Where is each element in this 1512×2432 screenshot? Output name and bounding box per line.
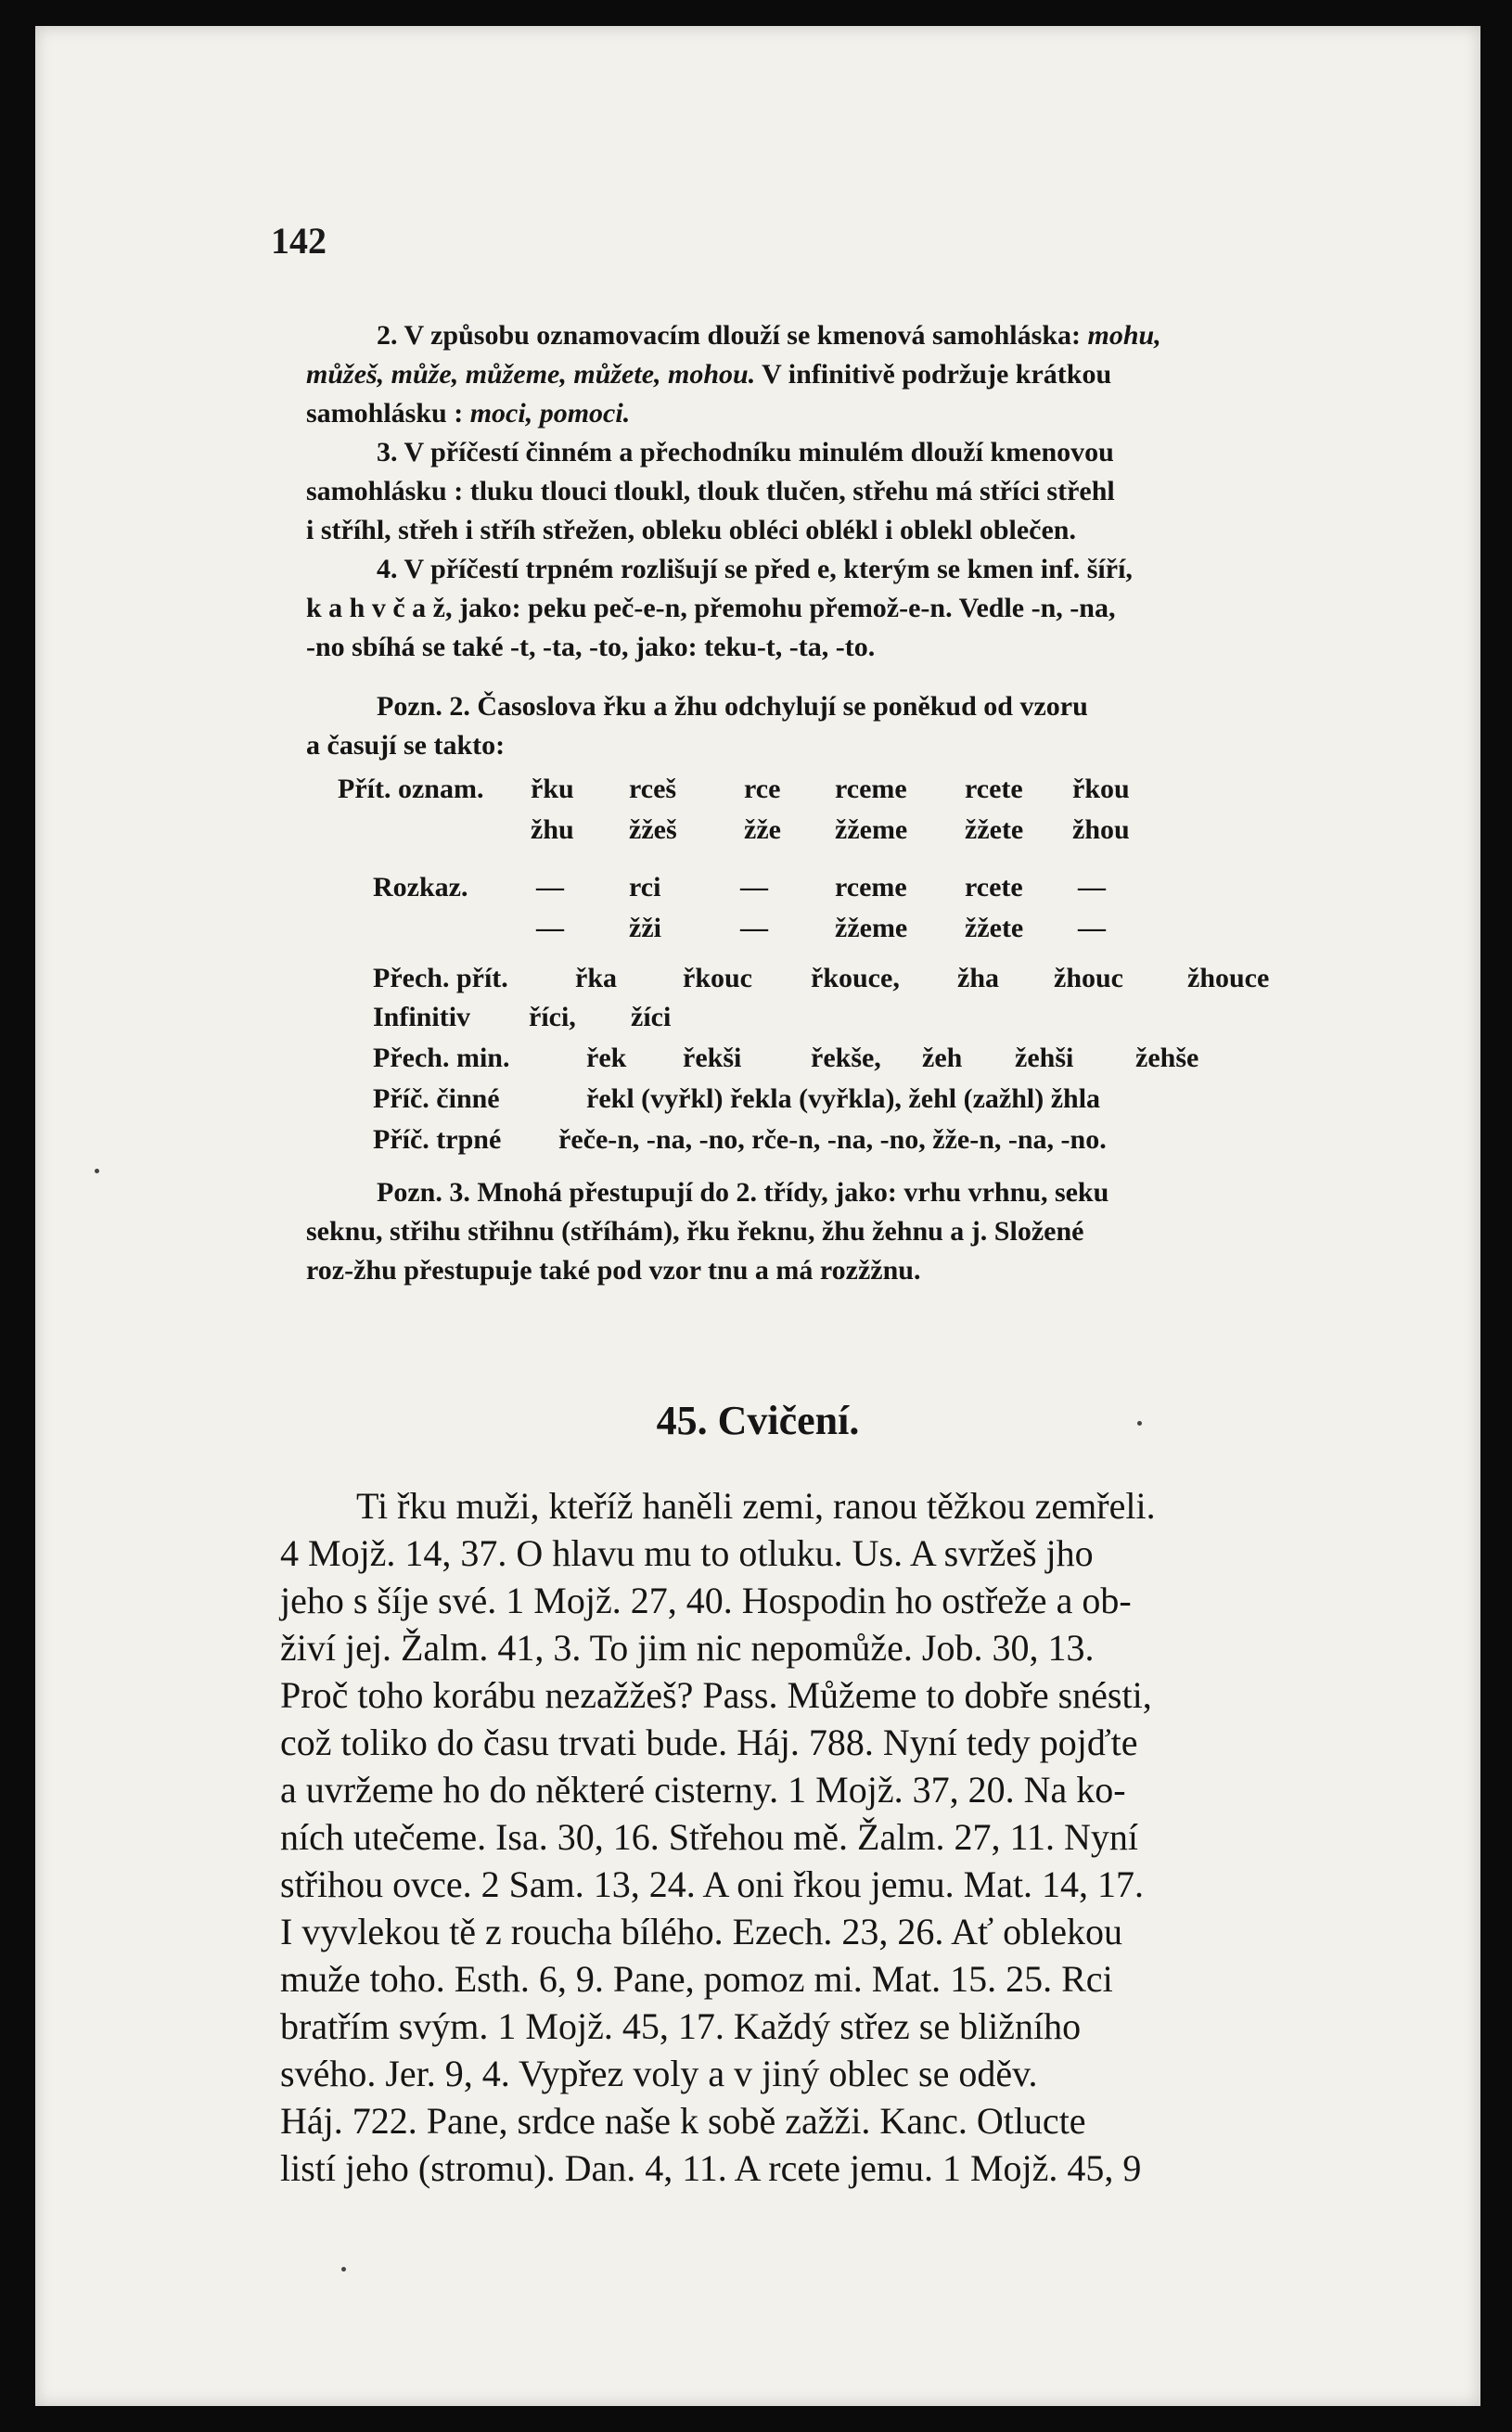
exercise-line: Proč toho korábu nezažžeš? Pass. Můžeme to dobře snésti, (280, 1674, 1152, 1716)
table-cell: řekši (683, 1043, 742, 1073)
table-cell: žha (957, 963, 999, 993)
exercise-line: muže toho. Esth. 6, 9. Pane, pomoz mi. Mat. 15. 25. Rci (280, 1958, 1113, 2000)
note3-line-3: roz-žhu přestupuje také pod vzor tnu a má rozžžnu. (306, 1255, 921, 1286)
para3-line-1: 3. V příčestí činném a přechodníku minulém dlouží kmenovou (377, 437, 1114, 467)
table-cell: rcete (965, 872, 1023, 902)
exercise-line: živí jej. Žalm. 41, 3. To jim nic nepomůže. Job. 30, 13. (280, 1627, 1095, 1669)
exercise-line: což toliko do času trvati bude. Háj. 788. Nyní tedy pojďte (280, 1722, 1138, 1763)
table-cell: žžete (965, 814, 1024, 845)
row-label-infinitiv: Infinitiv (373, 1002, 471, 1032)
page-number: 142 (271, 220, 327, 262)
table-cell: žže (744, 814, 781, 845)
table-cell: žíci (631, 1002, 672, 1032)
para2-italic-mohu: mohu, (1087, 320, 1161, 351)
table-cell: řeče-n, -na, -no, rče-n, -na, -no, žže-n, -na, -no. (558, 1124, 1107, 1155)
table-cell: — (536, 872, 564, 902)
note3-line-1: Pozn. 3. Mnohá přestupují do 2. třídy, jako: vrhu vrhnu, seku (377, 1177, 1109, 1208)
table-cell: řka (575, 963, 617, 993)
table-cell: rceš (629, 774, 677, 804)
para2-italic-forms: můžeš, může, můžeme, můžete, mohou. (306, 359, 756, 390)
para4-line-2: k a h v č a ž, jako: peku peč-e-n, přemohu přemož-e-n. Vedle -n, -na, (306, 593, 1116, 623)
exercise-line: I vyvlekou tě z roucha bílého. Ezech. 23, 26. Ať oblekou (280, 1911, 1122, 1952)
exercise-line: jeho s šíje své. 1 Mojž. 27, 40. Hospodin ho ostřeže a ob- (280, 1580, 1132, 1621)
table-cell: žžete (965, 913, 1024, 943)
table-cell: řkou (1072, 774, 1130, 804)
table-cell: žhu (531, 814, 574, 845)
row-label-pric-cinne: Příč. činné (373, 1083, 500, 1114)
exercise-line: střihou ovce. 2 Sam. 13, 24. A oni řkou jemu. Mat. 14, 17. (280, 1863, 1145, 1905)
table-cell: — (536, 913, 564, 943)
table-cell: řekše, (811, 1043, 881, 1073)
table-cell: žžeme (835, 814, 908, 845)
row-label-prech-prit: Přech. přít. (373, 963, 508, 993)
para2-text-1: 2. V způsobu oznamovacím dlouží se kmenová samohláska: (377, 320, 1088, 351)
table-cell: rceme (835, 872, 907, 902)
para4-line-1: 4. V příčestí trpném rozlišují se před e, kterým se kmen inf. šíří, (377, 554, 1133, 584)
table-cell: žhouce (1187, 963, 1270, 993)
table-cell: řkouc (683, 963, 752, 993)
para3-line-3: i stříhl, střeh i stříh střežen, obleku obléci oblékl i oblekl oblečen. (306, 515, 1076, 545)
table-cell: — (740, 913, 768, 943)
para2-text-3: samohlásku : (306, 398, 470, 429)
paper-speck (341, 2267, 346, 2272)
paper-speck (95, 1169, 99, 1173)
exercise-line: ních utečeme. Isa. 30, 16. Střehou mě. Žalm. 27, 11. Nyní (280, 1816, 1138, 1858)
para2-italic-moci: moci, pomoci. (469, 398, 631, 429)
row-label-pric-trpne: Příč. trpné (373, 1124, 502, 1155)
table-cell: říci, (529, 1002, 576, 1032)
table-cell: rce (744, 774, 781, 804)
exercise-line: bratřím svým. 1 Mojž. 45, 17. Každý střez se bližního (280, 2005, 1082, 2047)
row-label-rozkaz: Rozkaz. (373, 872, 468, 902)
table-cell: řekl (vyřkl) řekla (vyřkla), žehl (zažhl) žhla (586, 1083, 1101, 1114)
table-cell: rcete (965, 774, 1023, 804)
note3-line-2: seknu, střihu střihnu (stříhám), řku řeknu, žhu žehnu a j. Složené (306, 1216, 1084, 1247)
table-cell: žhouc (1054, 963, 1123, 993)
table-cell: žehši (1015, 1043, 1074, 1073)
table-cell: — (1078, 913, 1106, 943)
table-cell: rci (629, 872, 661, 902)
exercise-line: Ti řku muži, kteříž haněli zemi, ranou těžkou zemřeli. (356, 1485, 1156, 1527)
exercise-line: listí jeho (stromu). Dan. 4, 11. A rcete jemu. 1 Mojž. 45, 9 (280, 2147, 1142, 2189)
note2-line-1: Pozn. 2. Časoslova řku a žhu odchylují se poněkud od vzoru (377, 691, 1088, 722)
table-cell: žžeš (629, 814, 677, 845)
para2-text-2: V infinitivě podržuje krátkou (755, 359, 1112, 390)
exercise-line: 4 Mojž. 14, 37. O hlavu mu to otluku. Us. A svržeš jho (280, 1532, 1094, 1574)
row-label-prit: Přít. oznam. (338, 774, 484, 804)
exercise-line: svého. Jer. 9, 4. Vypřez voly a v jiný oblec se oděv. (280, 2053, 1038, 2094)
table-cell: — (1078, 872, 1106, 902)
exercise-line: a uvržeme ho do některé cisterny. 1 Mojž. 37, 20. Na ko- (280, 1769, 1126, 1811)
table-cell: žehše (1135, 1043, 1199, 1073)
exercise-heading: 45. Cvičení. (656, 1398, 860, 1443)
row-label-prech-min: Přech. min. (373, 1043, 510, 1073)
paper-speck (1137, 1421, 1142, 1426)
exercise-line: Háj. 722. Pane, srdce naše k sobě zažži. Kanc. Otlucte (280, 2100, 1086, 2142)
table-cell: žžeme (835, 913, 908, 943)
para3-line-2: samohlásku : tluku tlouci tloukl, tlouk tlučen, střehu má stříci střehl (306, 476, 1115, 506)
table-cell: žeh (922, 1043, 963, 1073)
book-page (35, 26, 1480, 2406)
table-cell: řek (586, 1043, 627, 1073)
table-cell: žhou (1072, 814, 1130, 845)
table-cell: řku (531, 774, 574, 804)
table-cell: rceme (835, 774, 907, 804)
table-cell: — (740, 872, 768, 902)
table-cell: řkouce, (811, 963, 900, 993)
note2-line-2: a časují se takto: (306, 730, 506, 761)
table-cell: žži (629, 913, 661, 943)
para4-line-3: -no sbíhá se také -t, -ta, -to, jako: teku-t, -ta, -to. (306, 632, 876, 662)
